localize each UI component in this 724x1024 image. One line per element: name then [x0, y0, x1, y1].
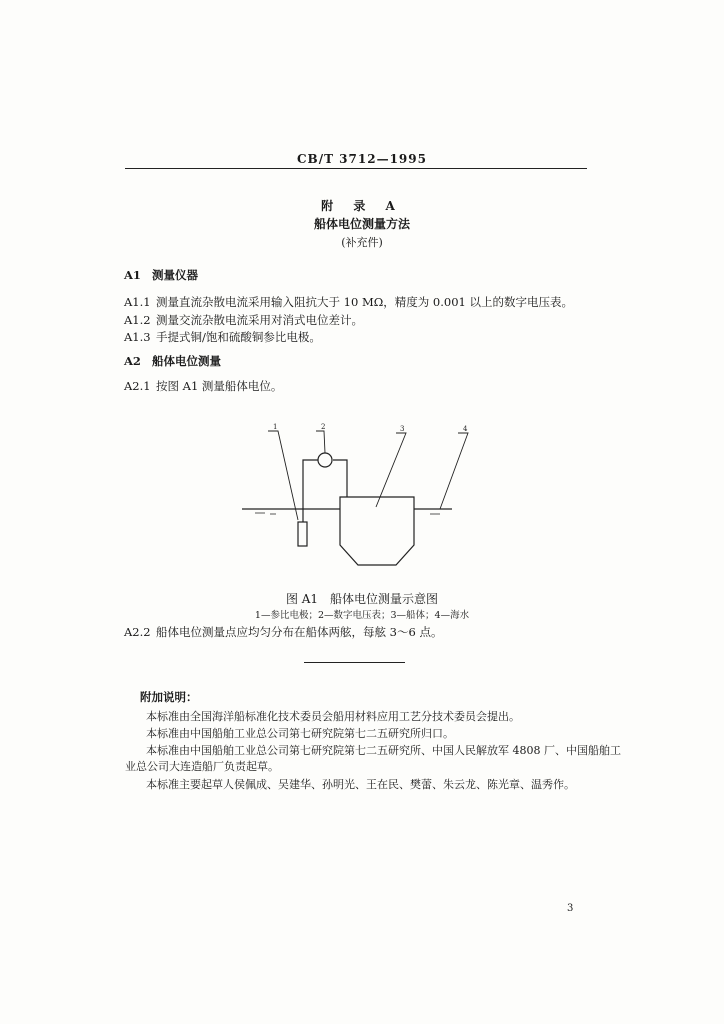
- appendix-subtitle: (补充件): [341, 236, 383, 249]
- appendix-title: 船体电位测量方法: [313, 217, 410, 231]
- item-text: 手提式铜/饱和硫酸铜参比电极。: [156, 330, 321, 344]
- item-text: 按图 A1 测量船体电位。: [156, 379, 283, 393]
- item-number: A1.1: [124, 295, 151, 309]
- section-heading-a2: [124, 353, 221, 369]
- page-number: 3: [567, 903, 574, 914]
- section-number: A2: [124, 354, 141, 368]
- item-text: 船体电位测量点应均匀分布在船体两舷，每舷 3～6 点。: [156, 625, 443, 639]
- paragraph-a1-3: [124, 329, 321, 345]
- hull-shape: [340, 497, 414, 565]
- note-line: 本标准由中国船舶工业总公司第七研究院第七二五研究所、中国人民解放军 4808 厂、中国船舶工: [146, 744, 621, 757]
- leader-1: [268, 431, 298, 520]
- paragraph-a1-1: [124, 294, 573, 310]
- appendix-label: 附 录 A: [321, 199, 403, 213]
- item-number: A2.2: [124, 625, 151, 639]
- leader-2: [316, 431, 325, 453]
- standard-code: CB/T 3712—1995: [297, 152, 427, 166]
- figure-label-2: 2: [321, 423, 326, 431]
- header-rule: [125, 168, 587, 169]
- reference-electrode: [298, 522, 307, 546]
- note-line: 本标准由全国海洋船标准化技术委员会船用材料应用工艺分技术委员会提出。: [146, 710, 520, 723]
- item-number: A1.3: [124, 330, 151, 344]
- item-number: A2.1: [124, 379, 151, 393]
- figure-legend: 1—参比电极；2—数字电压表；3—船体；4—海水: [254, 610, 470, 621]
- figure-caption: 图 A1 船体电位测量示意图: [285, 592, 439, 606]
- item-number: A1.2: [124, 313, 151, 327]
- section-number: A1: [124, 268, 141, 282]
- leader-3: [376, 433, 406, 507]
- note-line: 本标准主要起草人侯佩成、吴建华、孙明光、王在民、樊蕾、朱云龙、陈光章、温秀作。: [146, 778, 575, 791]
- figure-label-1: 1: [273, 423, 278, 431]
- paragraph-a2-1: [124, 378, 282, 394]
- leader-4: [440, 433, 468, 509]
- separator-rule: [304, 662, 405, 663]
- section-heading-a1: [124, 267, 198, 283]
- item-text: 测量直流杂散电流采用输入阻抗大于 10 MΩ，精度为 0.001 以上的数字电压表。: [156, 295, 573, 309]
- paragraph-a2-2: [124, 624, 442, 640]
- section-title: 船体电位测量: [152, 354, 222, 368]
- figure-label-3: 3: [400, 425, 405, 433]
- notes-heading: 附加说明：: [140, 690, 198, 704]
- note-line: 本标准由中国船舶工业总公司第七研究院第七二五研究所归口。: [146, 727, 454, 740]
- section-title: 测量仪器: [152, 268, 199, 282]
- wire-to-hull: [333, 460, 347, 497]
- wire-to-electrode: [303, 460, 318, 522]
- paragraph-a1-2: [124, 312, 363, 328]
- voltmeter-circle: [318, 453, 332, 467]
- figure-label-4: 4: [463, 425, 468, 433]
- note-line: 业总公司大连造船厂负责起草。: [125, 760, 279, 773]
- item-text: 测量交流杂散电流采用对消式电位差计。: [156, 313, 363, 327]
- water-ripples: [255, 513, 440, 514]
